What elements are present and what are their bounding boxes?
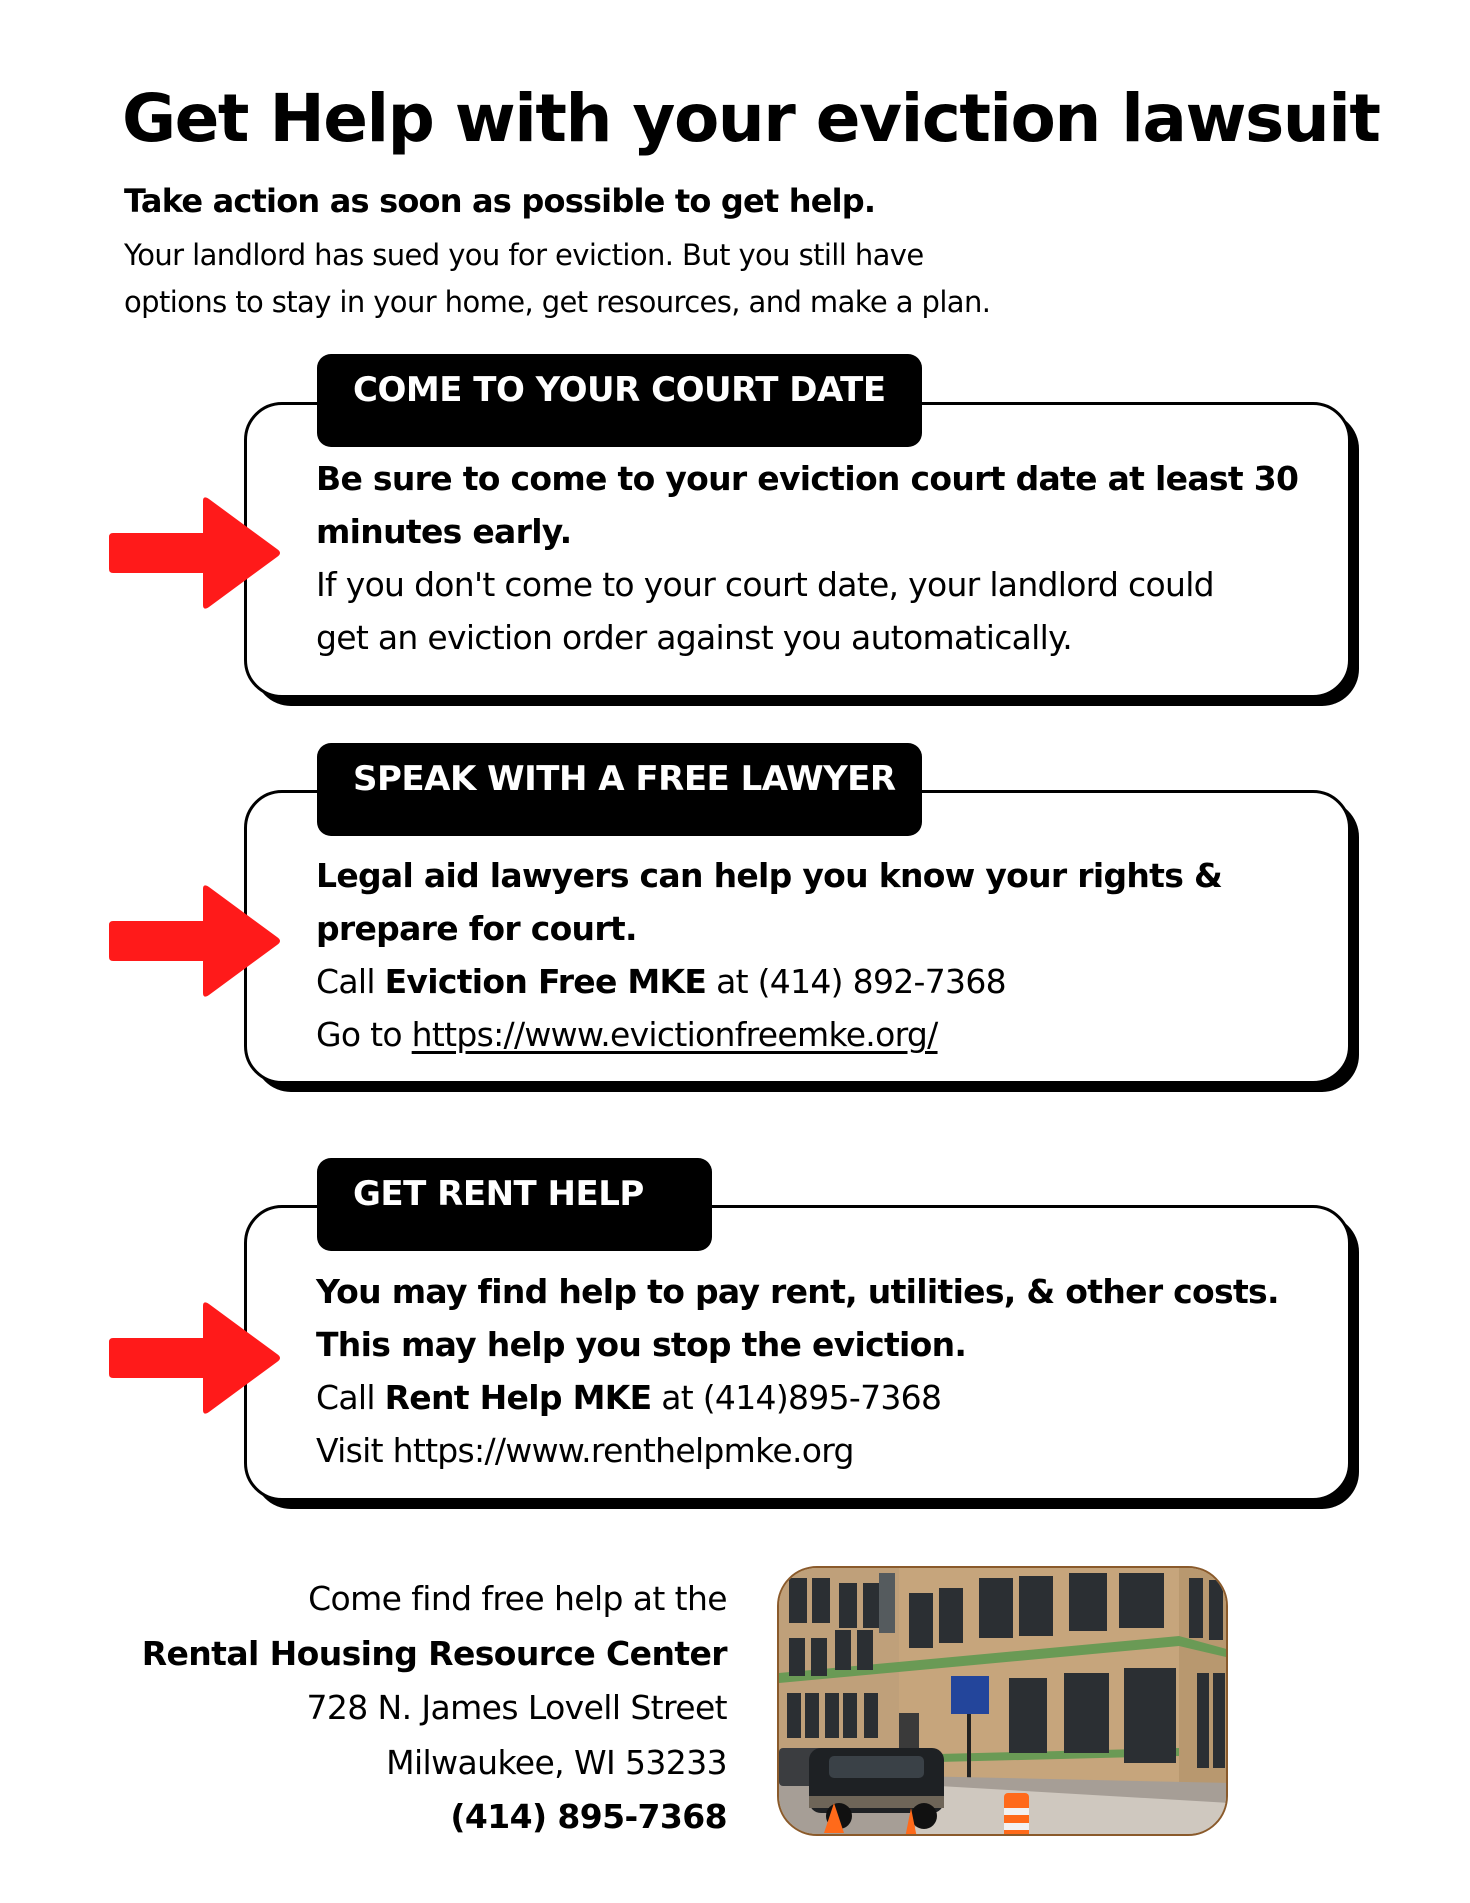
body-line: If you don't come to your court date, your landlord could — [316, 565, 1214, 604]
phone-number: at (414)895-7368 — [651, 1378, 942, 1417]
body-line: minutes early. — [316, 512, 572, 551]
body-line: get an eviction order against you automatically. — [316, 618, 1073, 657]
call-line: Call Eviction Free MKE at (414) 892-7368 — [316, 962, 1006, 1001]
building-illustration — [779, 1568, 1228, 1836]
intro-line: options to stay in your home, get resources, and make a plan. — [124, 285, 991, 319]
org-name: Rent Help MKE — [384, 1378, 652, 1417]
phone-number: at (414) 892-7368 — [706, 962, 1006, 1001]
city-state-zip: Milwaukee, WI 53233 — [386, 1742, 727, 1782]
building-photo — [777, 1566, 1228, 1836]
body-line: This may help you stop the eviction. — [316, 1325, 967, 1364]
intro-paragraph — [124, 232, 1084, 326]
body-line: Legal aid lawyers can help you know your rights & — [316, 856, 1223, 895]
center-phone: (414) 895-7368 — [450, 1797, 727, 1836]
street-address: 728 N. James Lovell Street — [306, 1688, 727, 1727]
page-subtitle: Take action as soon as possible to get help. — [124, 182, 876, 220]
resource-center-address — [142, 1572, 727, 1845]
eviction-free-mke-link[interactable]: https://www.evictionfreemke.org/ — [411, 1015, 938, 1054]
court-date-body — [316, 452, 1298, 664]
red-right-arrow-icon — [107, 1300, 283, 1416]
court-date-heading: COME TO YOUR COURT DATE — [317, 354, 922, 447]
body-line: Be sure to come to your eviction court date at least 30 — [316, 459, 1299, 498]
footer-intro: Come find free help at the — [308, 1579, 727, 1618]
intro-line: Your landlord has sued you for eviction. But you still have — [124, 238, 924, 272]
rent-help-heading: GET RENT HELP — [317, 1158, 712, 1251]
rent-help-body — [316, 1265, 1279, 1477]
center-name: Rental Housing Resource Center — [141, 1633, 727, 1673]
org-name: Eviction Free MKE — [384, 962, 707, 1001]
red-right-arrow-icon — [107, 883, 283, 999]
rent-help-mke-link[interactable]: https://www.renthelpmke.org — [392, 1431, 854, 1470]
free-lawyer-body — [316, 849, 1222, 1061]
red-right-arrow-icon — [107, 495, 283, 611]
call-line: Call Rent Help MKE at (414)895-7368 — [316, 1378, 942, 1417]
link-line: Go to https://www.evictionfreemke.org/ — [316, 1015, 938, 1054]
link-line: Visit https://www.renthelpmke.org — [316, 1431, 854, 1470]
free-lawyer-heading: SPEAK WITH A FREE LAWYER — [317, 743, 922, 836]
body-line: You may find help to pay rent, utilities, & other costs. — [316, 1272, 1279, 1311]
body-line: prepare for court. — [316, 909, 637, 948]
page-title: Get Help with your eviction lawsuit — [122, 80, 1380, 157]
